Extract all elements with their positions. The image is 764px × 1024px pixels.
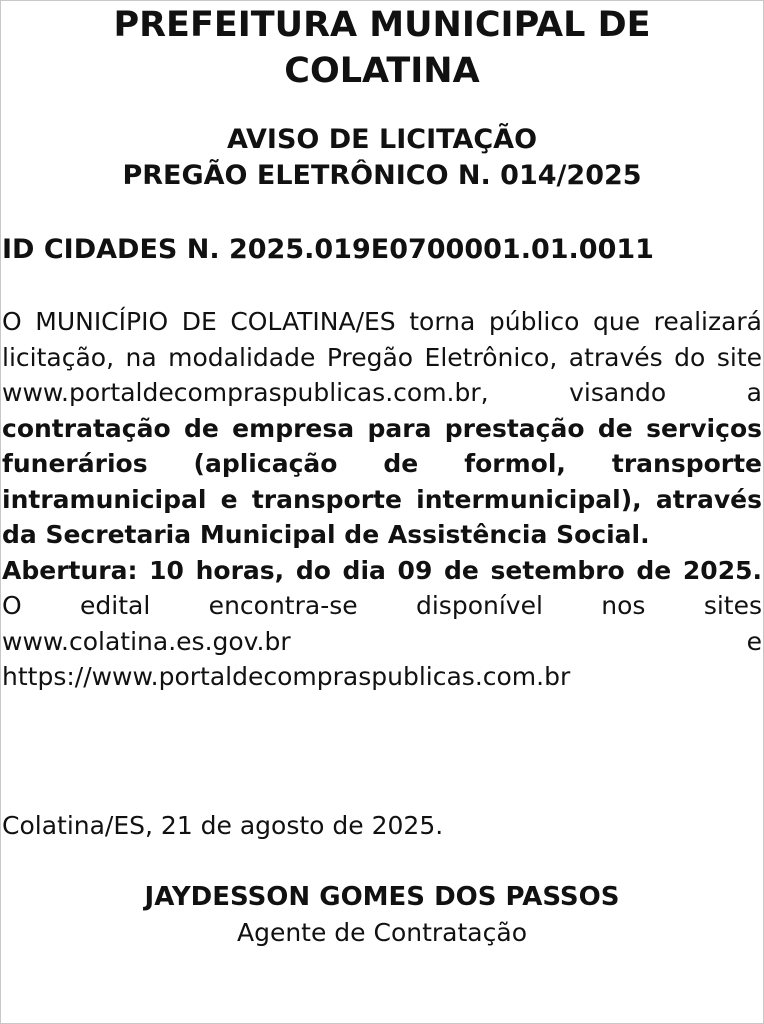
edital-text: O edital encontra-se disponível nos sites www.colatina.es.gov.br e https://www.portaldecompraspublicas.com.br <box>2 591 762 691</box>
opening-text: Abertura: 10 horas, do dia 09 de setembro de 2025. <box>2 555 762 585</box>
opening-paragraph <box>2 553 762 695</box>
notice-paragraph <box>2 304 762 553</box>
signer-role: Agente de Contratação <box>236 918 527 947</box>
notice-subtitle: PREGÃO ELETRÔNICO N. 014/2025 <box>122 160 642 191</box>
object-text: contratação de empresa para prestação de serviços funerários (aplicação de formol, transporte intramunicipal e transporte intermunicipal), através da Secretaria Municipal de Assistência Social. <box>2 413 762 549</box>
intro-text: O MUNICÍPIO DE COLATINA/ES torna público que realizará licitação, na modalidade Pregão Eletrônico, através do site www.portaldecompraspublicas.com.br, visando a <box>2 307 762 407</box>
organization-line-1: PREFEITURA MUNICIPAL DE <box>113 5 651 45</box>
signer-name: JAYDESSON GOMES DOS PASSOS <box>144 882 620 912</box>
notice-title: AVISO DE LICITAÇÃO <box>226 124 538 155</box>
organization-line-2: COLATINA <box>284 51 480 91</box>
notice-heading <box>0 122 764 194</box>
organization-heading <box>0 2 764 94</box>
notice-body <box>2 304 762 695</box>
dateline: Colatina/ES, 21 de agosto de 2025. <box>2 811 444 840</box>
id-cidades-line: ID CIDADES N. 2025.019E0700001.01.0011 <box>2 234 654 265</box>
